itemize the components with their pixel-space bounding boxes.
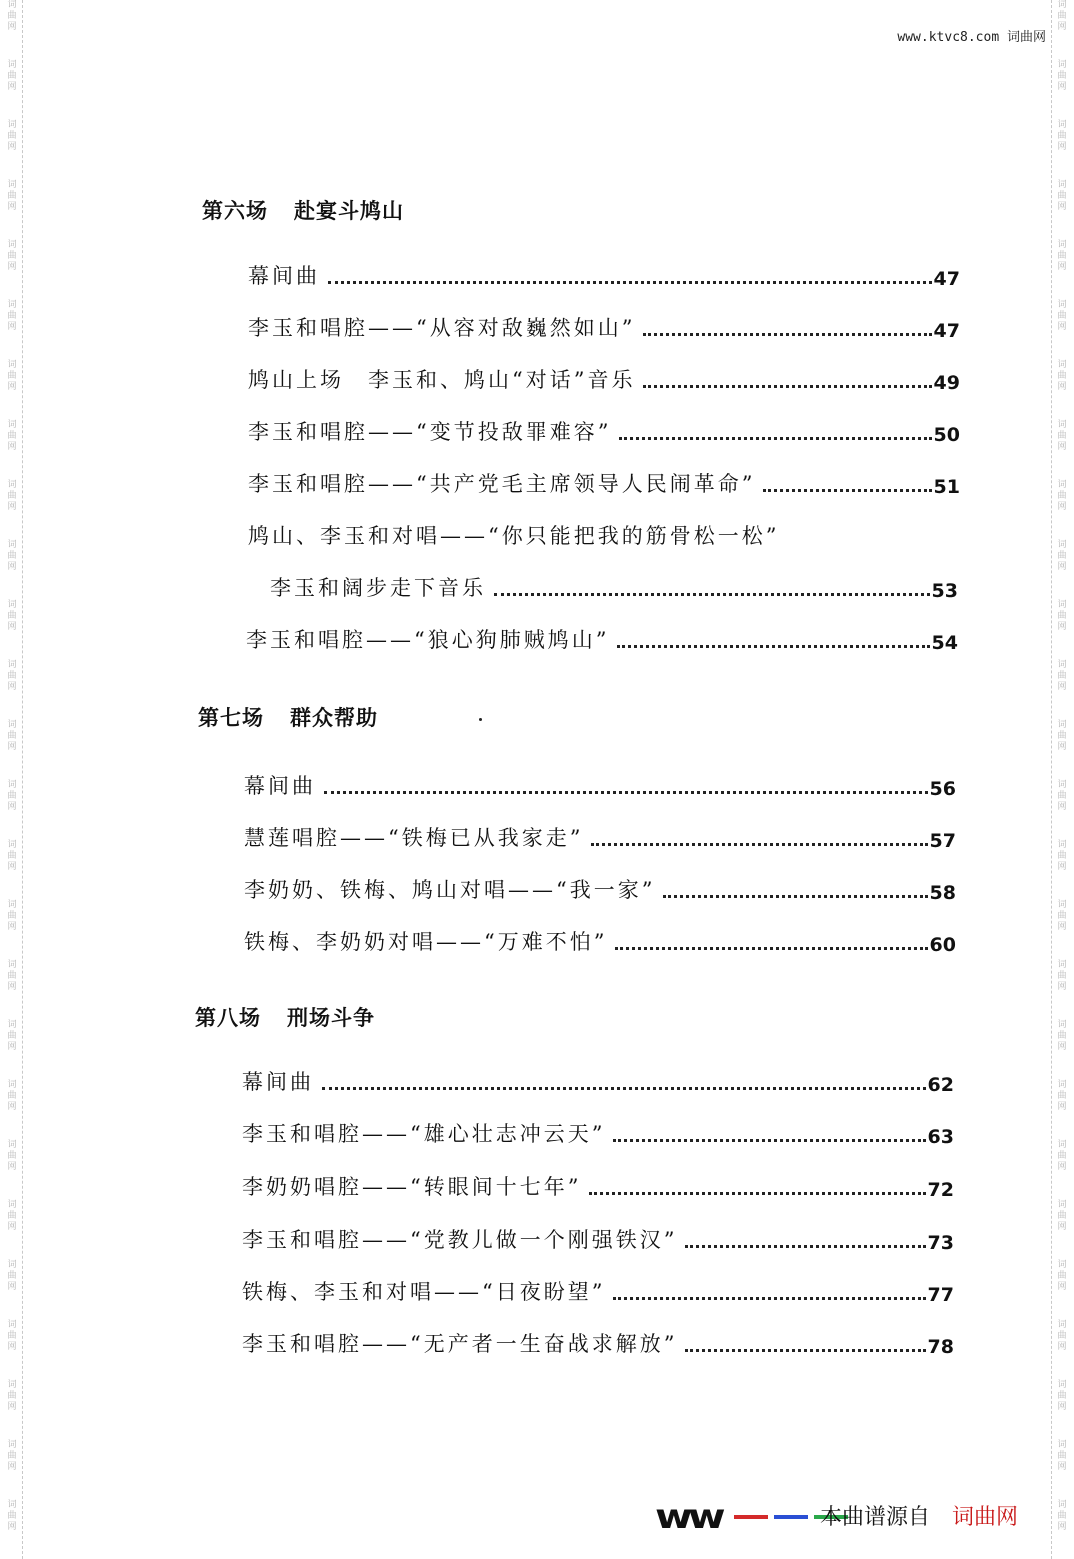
section-heading (195, 1002, 375, 1032)
toc-entry[interactable] (242, 1276, 954, 1306)
dot-leader (643, 333, 931, 336)
entry-title: 铁梅、李奶奶对唱——“万难不怕” (244, 930, 608, 954)
right-watermark-strip (1053, 0, 1071, 1559)
dot-leader (685, 1349, 925, 1352)
toc-entry[interactable] (242, 1328, 954, 1358)
entry-title: 李奶奶、铁梅、鸠山对唱——“我一家” (244, 878, 656, 902)
entry-page: 62 (927, 1074, 954, 1096)
watermark-text: 词曲网 (1057, 660, 1067, 692)
dot-leader (589, 1192, 925, 1195)
watermark-text: 词曲网 (7, 60, 17, 92)
entry-title: 幕间曲 (244, 774, 316, 798)
dot-leader (617, 645, 929, 648)
toc-entry[interactable] (248, 364, 960, 394)
watermark-text: 词曲网 (1057, 780, 1067, 812)
entry-page: 54 (931, 632, 958, 654)
toc-entry[interactable] (270, 572, 958, 602)
section-name: 赴宴斗鸠山 (294, 199, 404, 223)
right-border-line (1051, 0, 1052, 1559)
toc-entry[interactable] (248, 312, 960, 342)
dot-leader (494, 593, 930, 596)
toc-entry[interactable] (244, 770, 956, 800)
watermark-text: 词曲网 (7, 660, 17, 692)
entry-title: 慧莲唱腔——“铁梅已从我家走” (244, 826, 584, 850)
entry-title: 李玉和唱腔——“从容对敌巍然如山” (248, 316, 636, 340)
section-heading (198, 702, 378, 732)
watermark-text: 词曲网 (7, 600, 17, 632)
dot-leader (619, 437, 931, 440)
watermark-text: 词曲网 (1057, 120, 1067, 152)
entry-page: 77 (927, 1284, 954, 1306)
entry-title: 李玉和唱腔——“雄心壮志冲云天” (242, 1122, 606, 1146)
dot-leader (613, 1297, 925, 1300)
entry-page: 47 (933, 268, 960, 290)
entry-title: 铁梅、李玉和对唱——“日夜盼望” (242, 1280, 606, 1304)
stray-mark (479, 718, 482, 721)
watermark-text: 词曲网 (1057, 480, 1067, 512)
dot-leader (643, 385, 931, 388)
entry-page: 58 (929, 882, 956, 904)
entry-page: 73 (927, 1232, 954, 1254)
watermark-text: 词曲网 (1057, 960, 1067, 992)
dot-leader (763, 489, 931, 492)
watermark-text: 词曲网 (1057, 240, 1067, 272)
watermark-text: 词曲网 (1057, 1320, 1067, 1352)
entry-title: 幕间曲 (242, 1070, 314, 1094)
watermark-text: 词曲网 (7, 1200, 17, 1232)
toc-entry[interactable] (244, 874, 956, 904)
entry-page: 78 (927, 1336, 954, 1358)
left-border-line (22, 0, 23, 1559)
footer-logo (655, 1497, 848, 1537)
watermark-text: 词曲网 (1057, 300, 1067, 332)
watermark-text: 词曲网 (7, 960, 17, 992)
watermark-text: 词曲网 (7, 1020, 17, 1052)
watermark-text: 词曲网 (1057, 720, 1067, 752)
entry-title: 李玉和阔步走下音乐 (270, 576, 486, 600)
entry-title: 鸠山、李玉和对唱——“你只能把我的筋骨松一松” (248, 524, 780, 548)
watermark-text: 词曲网 (1057, 1080, 1067, 1112)
section-number: 第六场 (202, 199, 268, 223)
entry-page: 53 (931, 580, 958, 602)
entry-page: 50 (933, 424, 960, 446)
watermark-text: 词曲网 (1057, 1200, 1067, 1232)
entry-title: 李奶奶唱腔——“转眼间十七年” (242, 1175, 582, 1199)
watermark-text: 词曲网 (7, 1140, 17, 1172)
toc-entry[interactable] (248, 416, 960, 446)
toc-entry[interactable] (248, 468, 960, 498)
watermark-text: 词曲网 (1057, 420, 1067, 452)
footer-site-link[interactable]: 词曲网 (952, 1505, 1019, 1530)
watermark-text: 词曲网 (7, 120, 17, 152)
watermark-text: 词曲网 (1057, 0, 1067, 32)
toc-entry[interactable] (246, 624, 958, 654)
header-site-link[interactable] (897, 26, 1046, 45)
section-number: 第七场 (198, 706, 264, 730)
dot-leader (591, 843, 927, 846)
watermark-text: 词曲网 (1057, 1260, 1067, 1292)
footer-source (820, 1500, 1018, 1531)
watermark-text: 词曲网 (7, 780, 17, 812)
watermark-text: 词曲网 (7, 0, 17, 32)
left-watermark-strip (3, 0, 21, 1559)
watermark-text: 词曲网 (1057, 1020, 1067, 1052)
entry-page: 63 (927, 1126, 954, 1148)
dot-leader (613, 1139, 925, 1142)
entry-title: 李玉和唱腔——“变节投敌罪难容” (248, 420, 612, 444)
watermark-text: 词曲网 (1057, 1380, 1067, 1412)
logo-bar-red (734, 1515, 768, 1519)
watermark-text: 词曲网 (7, 480, 17, 512)
watermark-text: 词曲网 (7, 420, 17, 452)
watermark-text: 词曲网 (7, 840, 17, 872)
section-number: 第八场 (195, 1006, 261, 1030)
watermark-text: 词曲网 (7, 360, 17, 392)
dot-leader (324, 791, 928, 794)
toc-entry[interactable] (244, 822, 956, 852)
entry-title: 李玉和唱腔——“无产者一生奋战求解放” (242, 1332, 678, 1356)
entry-page: 49 (933, 372, 960, 394)
entry-page: 57 (929, 830, 956, 852)
watermark-text: 词曲网 (1057, 360, 1067, 392)
entry-title: 鸠山上场 李玉和、鸠山“对话”音乐 (248, 368, 636, 392)
watermark-text: 词曲网 (1057, 1440, 1067, 1472)
watermark-text: 词曲网 (1057, 180, 1067, 212)
header-site-name: 词曲网 (1006, 30, 1046, 45)
entry-page: 51 (933, 476, 960, 498)
watermark-text: 词曲网 (7, 1500, 17, 1532)
toc-entry[interactable] (248, 260, 960, 290)
watermark-text: 词曲网 (1057, 540, 1067, 572)
dot-leader (663, 895, 927, 898)
entry-title: 李玉和唱腔——“共产党毛主席领导人民闹革命” (248, 472, 756, 496)
dot-leader (328, 281, 932, 284)
watermark-text: 词曲网 (1057, 60, 1067, 92)
watermark-text: 词曲网 (7, 540, 17, 572)
toc-entry[interactable] (242, 1066, 954, 1096)
logo-bar-blue (774, 1515, 808, 1519)
entry-page: 56 (929, 778, 956, 800)
watermark-text: 词曲网 (7, 300, 17, 332)
entry-page: 47 (933, 320, 960, 342)
watermark-text: 词曲网 (1057, 1140, 1067, 1172)
watermark-text: 词曲网 (1057, 900, 1067, 932)
dot-leader (685, 1245, 925, 1248)
watermark-text: 词曲网 (1057, 840, 1067, 872)
footer-source-text: 本曲谱源自 (820, 1505, 931, 1530)
dot-leader (322, 1087, 926, 1090)
watermark-text: 词曲网 (7, 1440, 17, 1472)
toc-entry[interactable] (244, 926, 956, 956)
section-heading (202, 195, 404, 225)
entry-title: 李玉和唱腔——“狼心狗肺贼鸠山” (246, 628, 610, 652)
section-name: 刑场斗争 (287, 1006, 375, 1030)
entry-page: 72 (927, 1179, 954, 1201)
toc-entry[interactable] (242, 1224, 954, 1254)
logo-text: ww (655, 1497, 721, 1537)
watermark-text: 词曲网 (7, 1080, 17, 1112)
toc-entry[interactable] (242, 1171, 954, 1201)
toc-entry[interactable] (248, 520, 960, 550)
watermark-text: 词曲网 (7, 1320, 17, 1352)
dot-leader (615, 947, 927, 950)
watermark-text: 词曲网 (1057, 1500, 1067, 1532)
section-name: 群众帮助 (290, 706, 378, 730)
watermark-text: 词曲网 (7, 180, 17, 212)
watermark-text: 词曲网 (7, 240, 17, 272)
watermark-text: 词曲网 (7, 1260, 17, 1292)
entry-page: 60 (929, 934, 956, 956)
watermark-text: 词曲网 (7, 1380, 17, 1412)
header-url[interactable]: www.ktvc8.com (897, 30, 1000, 45)
entry-title: 幕间曲 (248, 264, 320, 288)
watermark-text: 词曲网 (1057, 600, 1067, 632)
toc-entry[interactable] (242, 1118, 954, 1148)
watermark-text: 词曲网 (7, 720, 17, 752)
entry-title: 李玉和唱腔——“党教儿做一个刚强铁汉” (242, 1228, 678, 1252)
watermark-text: 词曲网 (7, 900, 17, 932)
